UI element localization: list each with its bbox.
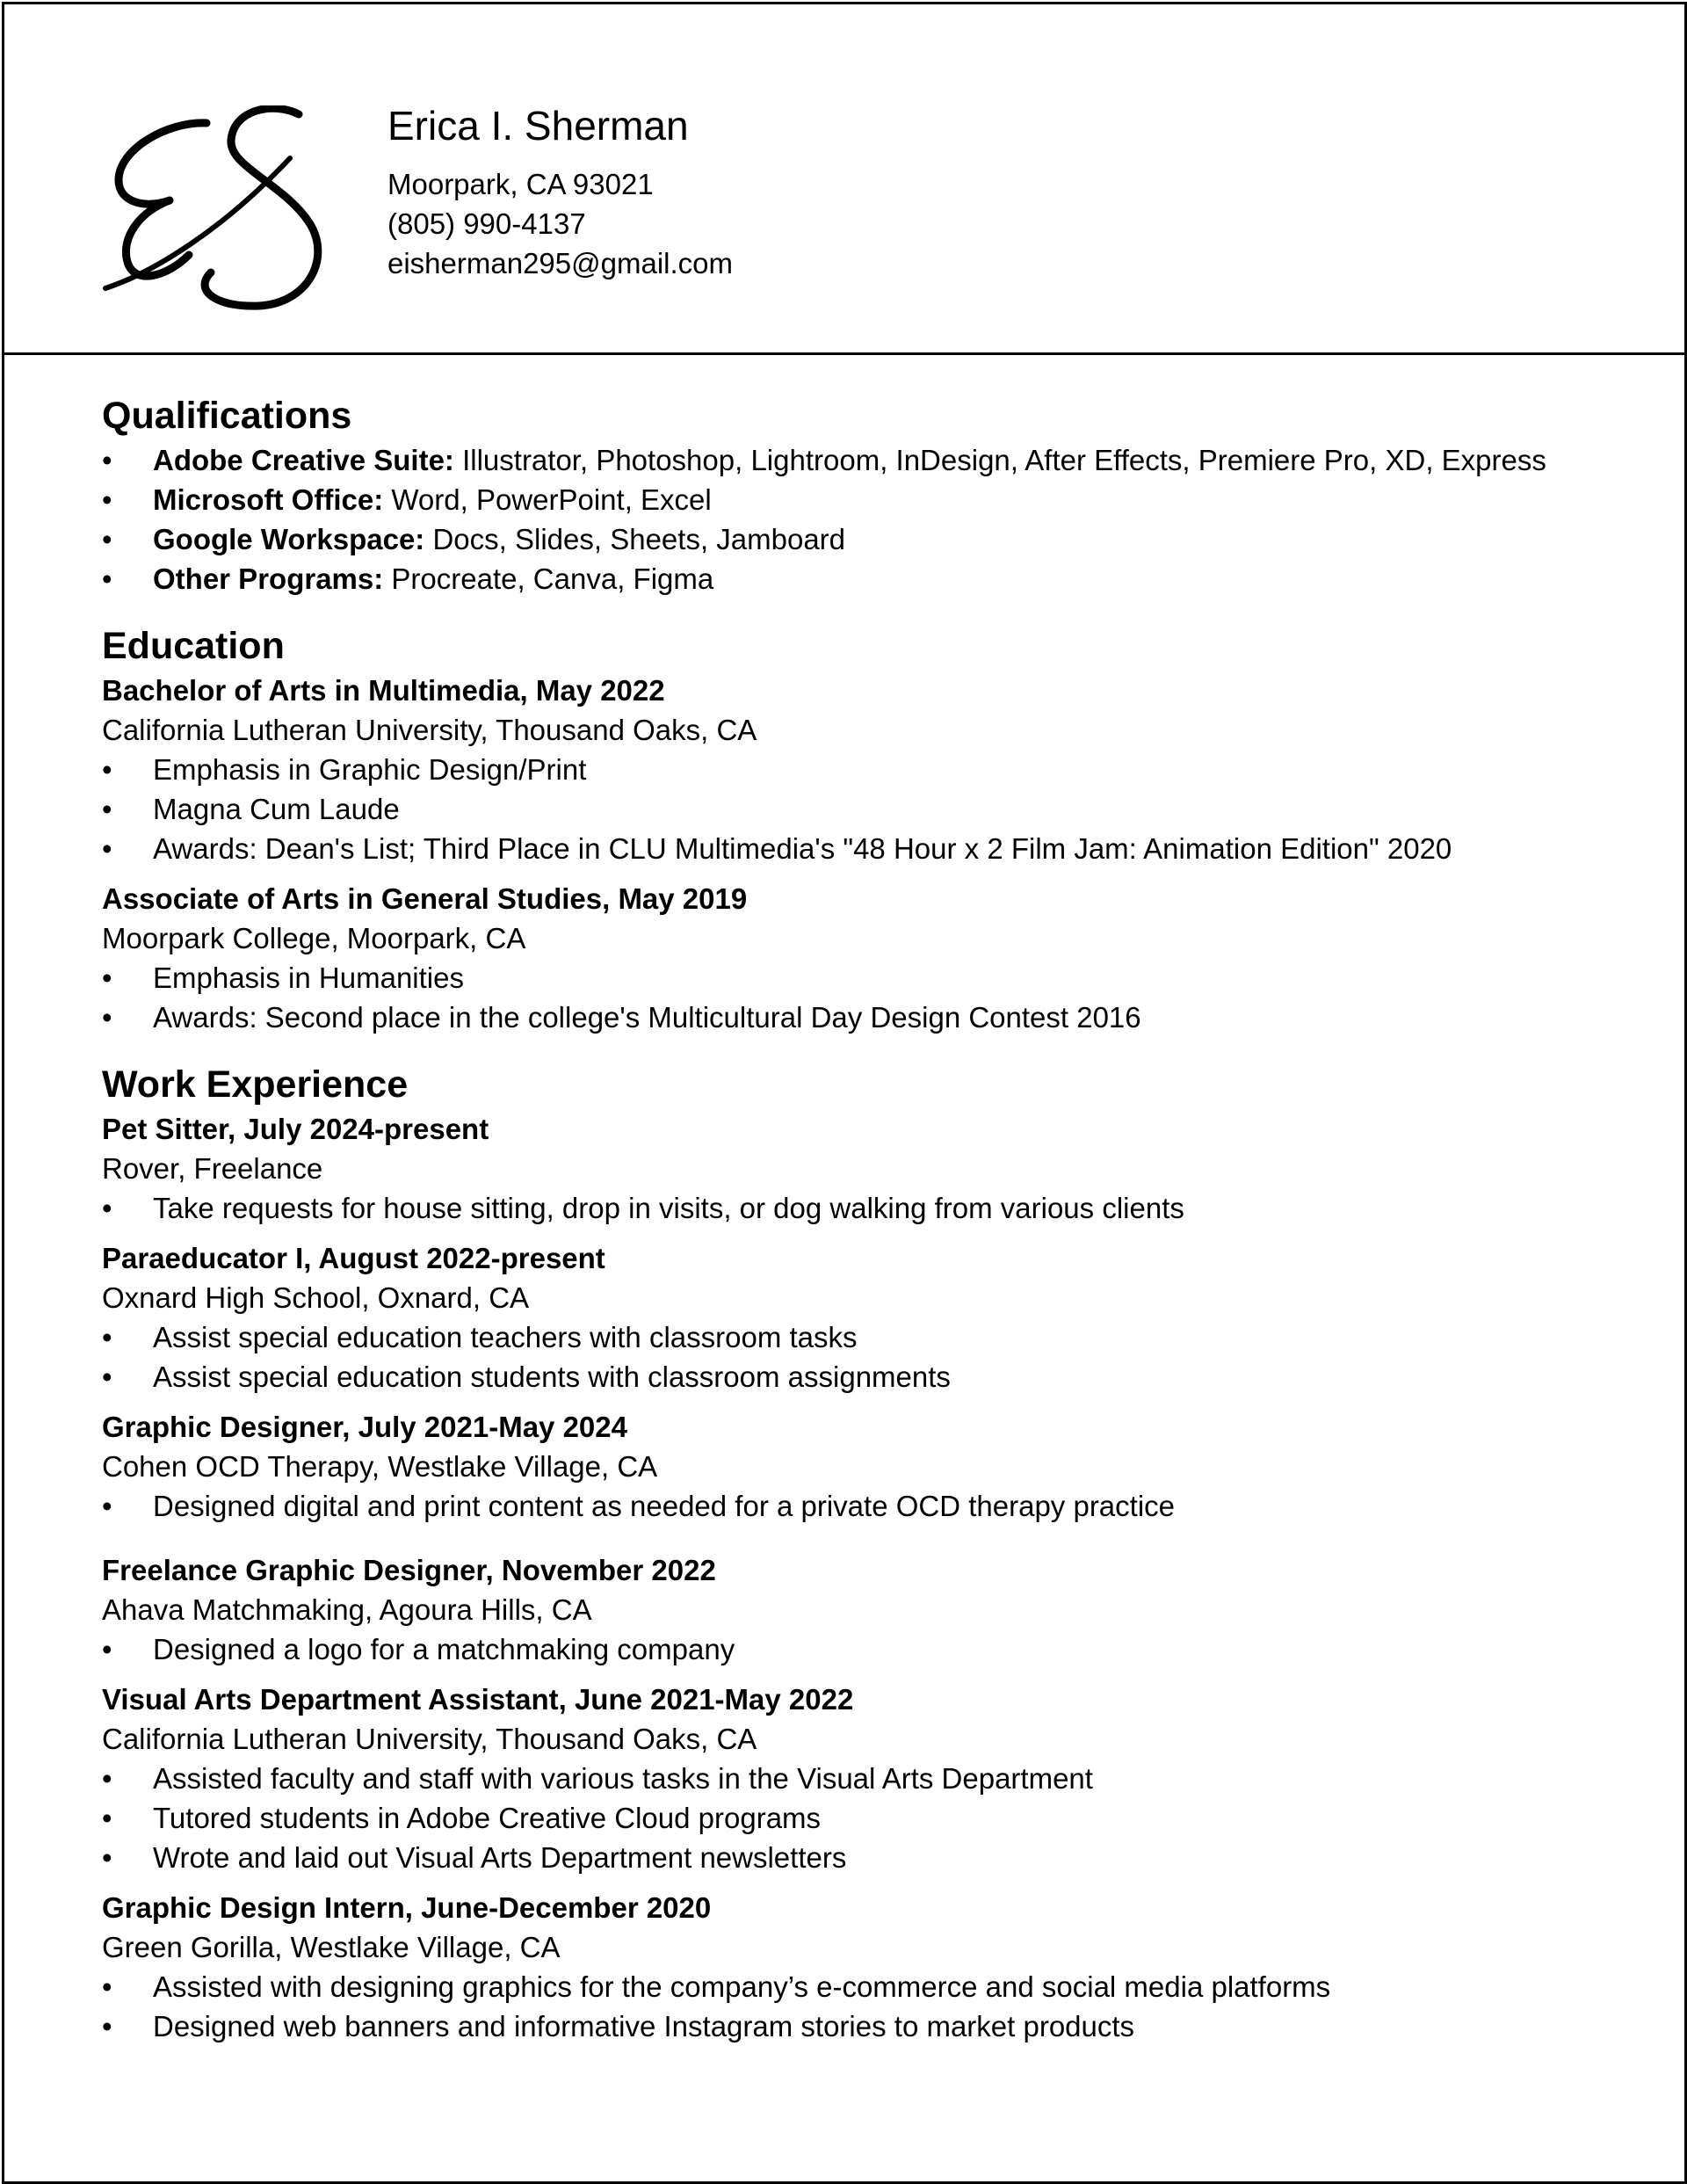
list-item: • Assist special education teachers with classroom tasks — [102, 1317, 1648, 1357]
work-entry-title: Visual Arts Department Assistant, June 2021-May 2022 — [102, 1683, 854, 1716]
list-item: • Designed web banners and informative Instagram stories to market products — [102, 2006, 1648, 2046]
qualifications-list — [102, 440, 1648, 599]
qualification-label: Microsoft Office: — [153, 483, 384, 516]
es-monogram-logo — [101, 105, 338, 321]
education-entry-bullets — [102, 750, 1648, 868]
section-title-qualifications: Qualifications — [102, 395, 352, 437]
list-item: • Take requests for house sitting, drop in visits, or dog walking from various clients — [102, 1188, 1648, 1228]
resume-body — [102, 391, 1648, 2046]
list-item: • Assisted faculty and staff with various tasks in the Visual Arts Department — [102, 1759, 1648, 1798]
list-item: • Magna Cum Laude — [102, 789, 1648, 829]
work-entry-bullets — [102, 1967, 1648, 2046]
education-entry-title: Associate of Arts in General Studies, May 2019 — [102, 882, 748, 915]
qualification-item — [102, 480, 1648, 519]
work-entry-bullets — [102, 1486, 1648, 1526]
qualification-label: Adobe Creative Suite: — [153, 444, 454, 476]
qualification-label: Google Workspace: — [153, 523, 425, 555]
list-item: • Assisted with designing graphics for the company’s e-commerce and social media platforms — [102, 1967, 1648, 2006]
work-entry-place: Ahava Matchmaking, Agoura Hills, CA — [102, 1593, 592, 1626]
work-entry-bullets — [102, 1317, 1648, 1397]
qualification-text: Illustrator, Photoshop, Lightroom, InDesign, After Effects, Premiere Pro, XD, Express — [453, 444, 1546, 476]
list-item: • Designed digital and print content as needed for a private OCD therapy practice — [102, 1486, 1648, 1526]
resume-header — [4, 4, 1684, 355]
list-item: • Designed a logo for a matchmaking company — [102, 1629, 1648, 1669]
candidate-name: Erica I. Sherman — [387, 103, 689, 149]
section-title-work-experience: Work Experience — [102, 1063, 409, 1106]
phone: (805) 990-4137 — [387, 207, 586, 240]
qualification-item — [102, 559, 1648, 599]
work-entry-bullets — [102, 1629, 1648, 1669]
work-entry-place: Green Gorilla, Westlake Village, CA — [102, 1931, 561, 1963]
work-entry-title: Graphic Designer, July 2021-May 2024 — [102, 1411, 627, 1443]
qualification-label: Other Programs: — [153, 562, 384, 595]
work-entry-bullets — [102, 1759, 1648, 1877]
qualification-text: Procreate, Canva, Figma — [383, 562, 714, 595]
work-entry-title: Freelance Graphic Designer, November 2022 — [102, 1554, 716, 1586]
location: Moorpark, CA 93021 — [387, 168, 654, 200]
list-item: • Tutored students in Adobe Creative Cloud programs — [102, 1798, 1648, 1838]
section-title-education: Education — [102, 625, 285, 667]
list-item: • Wrote and laid out Visual Arts Department newsletters — [102, 1838, 1648, 1877]
list-item: • Emphasis in Graphic Design/Print — [102, 750, 1648, 789]
work-entry-place: Cohen OCD Therapy, Westlake Village, CA — [102, 1450, 658, 1483]
work-entry-place: Rover, Freelance — [102, 1152, 323, 1185]
list-item: • Awards: Dean's List; Third Place in CLU Multimedia's "48 Hour x 2 Film Jam: Animation Edition" 2020 — [102, 829, 1648, 868]
work-entry-title: Graphic Design Intern, June-December 2020 — [102, 1891, 712, 1924]
qualification-item — [102, 440, 1648, 480]
resume-page — [2, 2, 1687, 2184]
work-entry-bullets — [102, 1188, 1648, 1228]
work-entry-title: Paraeducator I, August 2022-present — [102, 1242, 605, 1274]
work-entry-place: Oxnard High School, Oxnard, CA — [102, 1281, 530, 1314]
email: eisherman295@gmail.com — [387, 247, 734, 279]
qualification-text: Word, PowerPoint, Excel — [383, 483, 712, 516]
education-entry-place: Moorpark College, Moorpark, CA — [102, 922, 526, 954]
education-entry-place: California Lutheran University, Thousand Oaks, CA — [102, 714, 757, 746]
work-entry-title: Pet Sitter, July 2024-present — [102, 1113, 489, 1145]
list-item: • Emphasis in Humanities — [102, 958, 1648, 998]
list-item: • Awards: Second place in the college's Multicultural Day Design Contest 2016 — [102, 998, 1648, 1037]
list-item: • Assist special education students with classroom assignments — [102, 1357, 1648, 1397]
qualification-text: Docs, Slides, Sheets, Jamboard — [424, 523, 846, 555]
work-entry-place: California Lutheran University, Thousand Oaks, CA — [102, 1723, 757, 1755]
education-entry-title: Bachelor of Arts in Multimedia, May 2022 — [102, 674, 665, 707]
education-entry-bullets — [102, 958, 1648, 1037]
contact-block — [387, 99, 733, 283]
qualification-item — [102, 519, 1648, 559]
